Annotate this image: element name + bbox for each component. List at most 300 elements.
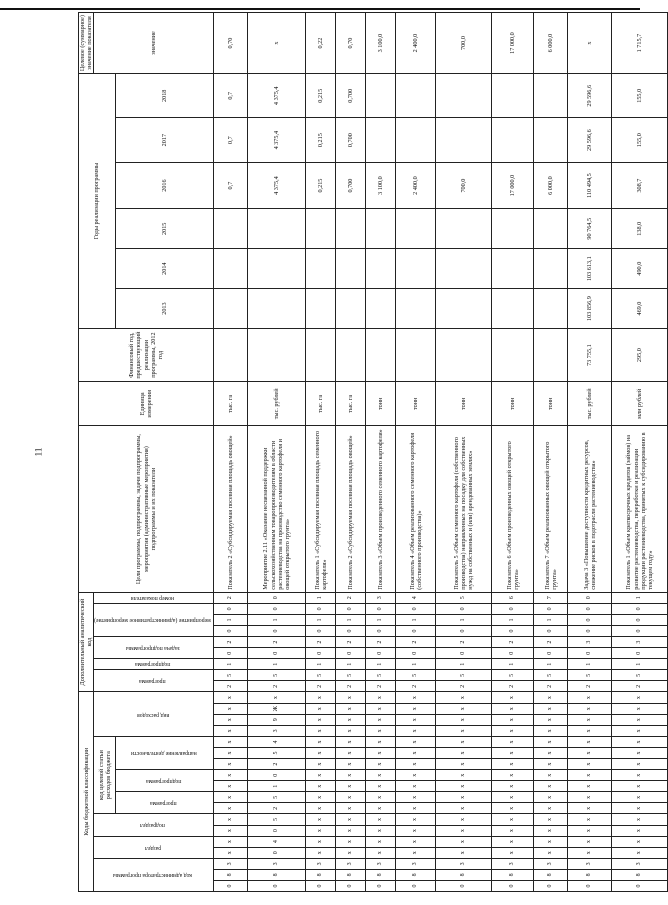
- year-value-cell: [436, 249, 492, 289]
- budget-code-cell: 5: [248, 814, 306, 825]
- unit-cell: тыс. рублей: [248, 382, 306, 426]
- budget-code-cell: 8: [436, 869, 492, 880]
- year-value-cell: 2 400,0: [396, 162, 436, 209]
- analytic-code-cell: 1: [214, 614, 248, 625]
- year-value-cell: [436, 209, 492, 249]
- goal-cell: Показатель 3 «Объем произведенного семенного картофеля»: [366, 426, 396, 592]
- year-value-cell: 155,0: [612, 74, 668, 118]
- year-value-cell: 4 375,4: [248, 118, 306, 162]
- budget-code-cell: x: [336, 714, 366, 725]
- analytic-code-cell: 5: [336, 670, 366, 681]
- analytic-code-cell: 0: [248, 625, 306, 636]
- budget-code-cell: x: [436, 803, 492, 814]
- year-value-cell: 3 100,0: [366, 162, 396, 209]
- table-row: [396, 13, 436, 892]
- year-value-cell: 103 613,1: [568, 249, 612, 289]
- budget-code-cell: x: [534, 703, 568, 714]
- budget-code-cell: x: [306, 847, 336, 858]
- budget-code-cell: x: [492, 825, 534, 836]
- year-value-cell: [366, 249, 396, 289]
- year-value-cell: [214, 209, 248, 249]
- budget-code-cell: x: [612, 736, 668, 747]
- analytic-code-cell: 2: [396, 681, 436, 692]
- subprogram-header: подпрограмма: [116, 770, 214, 792]
- fiscal-year-cell: [366, 329, 396, 382]
- table-row: [568, 13, 612, 892]
- analytic-code-cell: 0: [336, 648, 366, 659]
- goal-cell: Показатель 4 «Объем реализованного семенного картофеля (собственного производства)»: [396, 426, 436, 592]
- budget-codes-header: Коды бюджетной классификации: [79, 692, 94, 892]
- fiscal-year-cell: [248, 329, 306, 382]
- analytic-code-cell: 0: [214, 603, 248, 614]
- budget-code-cell: x: [612, 781, 668, 792]
- analytic-code-cell: 1: [396, 659, 436, 670]
- fiscal-year-cell: 295,0: [612, 329, 668, 382]
- year-value-cell: [248, 209, 306, 249]
- budget-code-cell: 9: [248, 714, 306, 725]
- budget-code-cell: x: [336, 770, 366, 781]
- fiscal-year-cell: [214, 329, 248, 382]
- budget-code-cell: 3: [214, 858, 248, 869]
- budget-code-cell: x: [612, 803, 668, 814]
- budget-code-cell: x: [436, 759, 492, 770]
- unit-cell: тыс. га: [336, 382, 366, 426]
- budget-code-cell: x: [436, 847, 492, 858]
- analytic-code-cell: 5: [214, 670, 248, 681]
- year-value-cell: 4 375,4: [248, 162, 306, 209]
- budget-code-cell: x: [396, 814, 436, 825]
- budget-code-cell: x: [436, 747, 492, 758]
- analytic-code-cell: 2: [534, 637, 568, 648]
- budget-code-cell: 8: [214, 869, 248, 880]
- budget-code-cell: 4: [248, 836, 306, 847]
- budget-code-cell: x: [436, 770, 492, 781]
- budget-code-cell: x: [366, 692, 396, 703]
- budget-code-cell: x: [568, 714, 612, 725]
- analytic-code-cell: 0: [306, 603, 336, 614]
- indicator-code-header: номер показателя: [94, 592, 214, 603]
- year-value-cell: [534, 249, 568, 289]
- budget-code-cell: x: [568, 792, 612, 803]
- budget-code-cell: x: [534, 792, 568, 803]
- budget-code-cell: x: [568, 814, 612, 825]
- fiscal-year-cell: [396, 329, 436, 382]
- analytic-code-cell: 5: [306, 670, 336, 681]
- year-value-cell: 138,0: [612, 209, 668, 249]
- budget-code-cell: 0: [436, 880, 492, 891]
- analytic-code-cell: 2: [306, 637, 336, 648]
- analytic-code-cell: 5: [436, 670, 492, 681]
- analytic-code-cell: 0: [336, 603, 366, 614]
- budget-code-cell: 2: [248, 759, 306, 770]
- event-code-header: мероприятие (административное мероприятие): [94, 603, 214, 636]
- year-value-cell: [396, 118, 436, 162]
- budget-code-cell: x: [612, 714, 668, 725]
- budget-code-cell: 3: [492, 858, 534, 869]
- budget-code-cell: x: [336, 814, 366, 825]
- budget-code-cell: x: [396, 836, 436, 847]
- year-value-cell: 0,700: [336, 162, 366, 209]
- budget-code-cell: x: [568, 836, 612, 847]
- analytic-code-cell: 2: [492, 681, 534, 692]
- target-value-cell: 0,70: [214, 13, 248, 74]
- budget-code-cell: x: [568, 759, 612, 770]
- budget-code-cell: x: [612, 770, 668, 781]
- budget-code-cell: x: [436, 736, 492, 747]
- analytic-code-cell: 0: [396, 625, 436, 636]
- fiscal-year-cell: [306, 329, 336, 382]
- budget-code-cell: x: [336, 747, 366, 758]
- analytic-code-cell: 7: [534, 592, 568, 603]
- year-value-cell: 90 764,5: [568, 209, 612, 249]
- budget-code-cell: 3: [568, 858, 612, 869]
- year-header: 2018: [116, 74, 214, 118]
- budget-code-cell: 1: [248, 781, 306, 792]
- analytic-code-cell: 5: [534, 670, 568, 681]
- budget-code-cell: x: [336, 736, 366, 747]
- budget-code-cell: 3: [248, 858, 306, 869]
- fiscal-year-cell: [336, 329, 366, 382]
- budget-code-cell: x: [366, 725, 396, 736]
- analytic-code-cell: 1: [534, 614, 568, 625]
- table-row: [248, 13, 306, 892]
- expense-type-header: вид расходов: [94, 692, 214, 736]
- year-value-cell: 469,0: [612, 289, 668, 329]
- year-value-cell: [396, 74, 436, 118]
- analytic-code-cell: 2: [366, 681, 396, 692]
- budget-code-cell: x: [436, 781, 492, 792]
- budget-code-cell: x: [366, 714, 396, 725]
- analytic-code-cell: 1: [366, 614, 396, 625]
- budget-code-cell: x: [492, 847, 534, 858]
- header-row-1: [79, 13, 94, 892]
- budget-code-cell: x: [534, 736, 568, 747]
- analytic-code-cell: 0: [534, 648, 568, 659]
- budget-code-cell: x: [306, 836, 336, 847]
- budget-code-cell: x: [612, 836, 668, 847]
- budget-code-cell: x: [366, 836, 396, 847]
- budget-code-cell: 0: [248, 770, 306, 781]
- budget-code-cell: 3: [612, 858, 668, 869]
- goal-cell: Показатель 5 «Объем семенного картофеля (собственного производства) направленных на посадку для собственных нужд на собственных и (или) арендованных землях»: [436, 426, 492, 592]
- budget-code-cell: 3: [306, 858, 336, 869]
- budget-code-cell: x: [612, 847, 668, 858]
- budget-code-cell: x: [336, 825, 366, 836]
- budget-code-cell: x: [492, 836, 534, 847]
- analytic-code-cell: 3: [568, 637, 612, 648]
- analytic-code-cell: 2: [436, 637, 492, 648]
- budget-code-cell: x: [492, 803, 534, 814]
- analytic-code-cell: 2: [336, 681, 366, 692]
- budget-code-cell: x: [492, 714, 534, 725]
- year-value-cell: [214, 289, 248, 329]
- year-value-cell: [436, 289, 492, 329]
- section-header: раздел: [94, 836, 214, 858]
- unit-header: Единица измерения: [79, 382, 214, 426]
- table-row: [214, 13, 248, 892]
- budget-code-cell: x: [534, 725, 568, 736]
- analytic-code-cell: 0: [568, 625, 612, 636]
- analytic-code-cell: 1: [248, 659, 306, 670]
- budget-code-cell: x: [214, 847, 248, 858]
- year-value-cell: [306, 209, 336, 249]
- budget-code-cell: x: [534, 759, 568, 770]
- task-code-header: задача подпрограммы: [94, 637, 214, 659]
- budget-code-cell: 0: [214, 880, 248, 891]
- budget-code-cell: x: [534, 747, 568, 758]
- budget-code-cell: x: [336, 847, 366, 858]
- analytic-code-cell: 2: [248, 637, 306, 648]
- fiscal-year-cell: [492, 329, 534, 382]
- budget-code-cell: x: [214, 714, 248, 725]
- year-value-cell: [492, 74, 534, 118]
- budget-code-cell: 8: [336, 869, 366, 880]
- goal-cell: Показатель 7 «Объем реализованных овощей открытого грунта»: [534, 426, 568, 592]
- analytic-code-cell: 0: [568, 614, 612, 625]
- budget-code-cell: x: [306, 703, 336, 714]
- analytic-code-cell: 0: [396, 603, 436, 614]
- table-header: [79, 13, 214, 892]
- year-value-cell: [534, 118, 568, 162]
- budget-code-cell: Ж: [248, 703, 306, 714]
- year-value-cell: 29 596,6: [568, 118, 612, 162]
- budget-code-cell: x: [396, 770, 436, 781]
- analytic-code-cell: 1: [612, 592, 668, 603]
- budget-code-cell: x: [396, 781, 436, 792]
- budget-code-cell: 0: [492, 880, 534, 891]
- budget-code-cell: x: [214, 803, 248, 814]
- budget-code-cell: 8: [612, 869, 668, 880]
- budget-code-cell: x: [492, 736, 534, 747]
- budget-code-cell: x: [366, 792, 396, 803]
- analytic-code-cell: 0: [366, 625, 396, 636]
- budget-code-cell: x: [568, 703, 612, 714]
- budget-code-cell: x: [336, 803, 366, 814]
- budget-code-cell: x: [396, 692, 436, 703]
- budget-code-cell: x: [306, 803, 336, 814]
- subsection-header: подраздел: [94, 814, 214, 836]
- analytic-code-cell: 0: [214, 648, 248, 659]
- program-indicators-table: [78, 12, 668, 892]
- budget-code-cell: 3: [534, 858, 568, 869]
- budget-code-cell: 8: [248, 869, 306, 880]
- table-row: [436, 13, 492, 892]
- budget-code-cell: x: [568, 747, 612, 758]
- budget-code-cell: x: [436, 725, 492, 736]
- year-value-cell: [534, 74, 568, 118]
- budget-code-cell: x: [612, 703, 668, 714]
- analytic-code-cell: 2: [366, 637, 396, 648]
- budget-code-cell: x: [534, 781, 568, 792]
- budget-code-cell: x: [396, 703, 436, 714]
- budget-code-cell: 3: [436, 858, 492, 869]
- year-value-cell: [534, 209, 568, 249]
- budget-code-cell: x: [306, 736, 336, 747]
- budget-code-cell: 0: [306, 880, 336, 891]
- target-value-cell: 17 000,0: [492, 13, 534, 74]
- budget-code-cell: x: [492, 814, 534, 825]
- analytic-code-cell: 2: [492, 637, 534, 648]
- target-value-cell: 2 400,0: [396, 13, 436, 74]
- budget-code-cell: 8: [568, 869, 612, 880]
- analytic-code-cell: 1: [436, 614, 492, 625]
- budget-code-cell: x: [306, 747, 336, 758]
- budget-code-cell: x: [492, 725, 534, 736]
- analytic-code-cell: 1: [336, 659, 366, 670]
- budget-code-cell: x: [336, 703, 366, 714]
- year-value-cell: [436, 118, 492, 162]
- year-value-cell: [492, 118, 534, 162]
- budget-code-cell: x: [492, 759, 534, 770]
- analytic-code-cell: 2: [214, 637, 248, 648]
- budget-code-cell: x: [492, 770, 534, 781]
- year-value-cell: 6 000,0: [534, 162, 568, 209]
- year-value-cell: 17 000,0: [492, 162, 534, 209]
- budget-code-cell: x: [568, 736, 612, 747]
- unit-cell: тыс. рублей: [568, 382, 612, 426]
- budget-code-cell: 3: [336, 858, 366, 869]
- year-value-cell: 0,215: [306, 118, 336, 162]
- budget-code-cell: 8: [396, 869, 436, 880]
- budget-code-cell: 0: [336, 880, 366, 891]
- year-value-cell: 0,7: [214, 74, 248, 118]
- budget-code-cell: x: [612, 725, 668, 736]
- budget-code-cell: 0: [248, 880, 306, 891]
- year-value-cell: 0,700: [336, 118, 366, 162]
- budget-code-cell: x: [366, 770, 396, 781]
- budget-code-cell: x: [366, 781, 396, 792]
- target-value-cell: 3 100,0: [366, 13, 396, 74]
- years-header: Годы реализации программы: [79, 74, 116, 329]
- budget-code-cell: x: [568, 847, 612, 858]
- budget-code-cell: 8: [492, 869, 534, 880]
- analytic-code-cell: 5: [366, 670, 396, 681]
- goal-cell: Показатель 2 «Субсидируемая посевная площадь овощей»: [336, 426, 366, 592]
- budget-code-cell: x: [568, 825, 612, 836]
- budget-code-cell: x: [336, 759, 366, 770]
- analytic-code-cell: 0: [612, 614, 668, 625]
- budget-code-cell: x: [336, 725, 366, 736]
- table-row: [336, 13, 366, 892]
- target-value-cell: x: [568, 13, 612, 74]
- year-value-cell: [396, 249, 436, 289]
- analytic-code-cell: 1: [306, 614, 336, 625]
- budget-code-cell: 0: [534, 880, 568, 891]
- budget-code-cell: 0: [396, 880, 436, 891]
- budget-code-cell: 0: [248, 847, 306, 858]
- analytic-code-cell: 1: [248, 614, 306, 625]
- budget-code-cell: 8: [366, 869, 396, 880]
- target-value-header: значение: [94, 13, 214, 74]
- analytic-code-cell: 0: [534, 625, 568, 636]
- table-body: [214, 13, 668, 892]
- analytic-code-cell: 0: [336, 625, 366, 636]
- budget-code-cell: 3: [248, 725, 306, 736]
- fiscal-year-cell: [436, 329, 492, 382]
- analytic-code-cell: 0: [492, 625, 534, 636]
- admin-header: код администратора программы: [94, 858, 214, 891]
- year-value-cell: 0,215: [306, 74, 336, 118]
- year-value-cell: 0,7: [214, 118, 248, 162]
- analytic-code-cell: 1: [396, 614, 436, 625]
- analytic-code-cell: 2: [568, 681, 612, 692]
- analytic-code-cell: 0: [366, 603, 396, 614]
- analytic-code-cell: 0: [248, 648, 306, 659]
- budget-code-cell: x: [336, 781, 366, 792]
- fiscal-year-cell: 73 755,1: [568, 329, 612, 382]
- fiscal-year-header: Финансовый год, предшествующий реализации программы, 2012 год: [79, 329, 214, 382]
- program-code-header: программа: [94, 670, 214, 692]
- budget-code-cell: x: [248, 692, 306, 703]
- year-value-cell: 155,0: [612, 118, 668, 162]
- analytic-code-cell: 0: [612, 625, 668, 636]
- subprogram-code-header: подпрограмма: [94, 659, 214, 670]
- budget-code-cell: x: [306, 792, 336, 803]
- budget-code-cell: x: [336, 836, 366, 847]
- analytic-code-cell: 0: [214, 625, 248, 636]
- budget-code-cell: x: [214, 747, 248, 758]
- activity-direction-header: направление деятельности: [116, 736, 214, 769]
- year-value-cell: [248, 249, 306, 289]
- budget-code-cell: x: [214, 759, 248, 770]
- table-row: [612, 13, 668, 892]
- budget-code-cell: 8: [306, 869, 336, 880]
- budget-code-cell: x: [366, 825, 396, 836]
- budget-code-cell: x: [396, 847, 436, 858]
- budget-code-cell: x: [612, 825, 668, 836]
- analytic-code-cell: 2: [214, 592, 248, 603]
- budget-code-cell: x: [214, 781, 248, 792]
- goal-cell: Показатель 6 «Объем произведенных овощей открытого грунта»: [492, 426, 534, 592]
- analytic-code-cell: 1: [306, 659, 336, 670]
- unit-cell: тонн: [492, 382, 534, 426]
- year-value-cell: 0,7: [214, 162, 248, 209]
- budget-code-cell: x: [214, 725, 248, 736]
- year-value-cell: 103 856,9: [568, 289, 612, 329]
- target-value-cell: 0,70: [336, 13, 366, 74]
- budget-code-cell: x: [534, 847, 568, 858]
- year-value-cell: [336, 289, 366, 329]
- budget-code-cell: 2: [248, 803, 306, 814]
- analytic-code-cell: 5: [396, 670, 436, 681]
- unit-cell: тыс. га: [306, 382, 336, 426]
- unit-cell: тыс. га: [214, 382, 248, 426]
- budget-code-cell: x: [366, 736, 396, 747]
- analytic-code-cell: 1: [306, 592, 336, 603]
- budget-code-cell: x: [396, 736, 436, 747]
- year-value-cell: [214, 249, 248, 289]
- budget-code-cell: x: [534, 714, 568, 725]
- table-row: [534, 13, 568, 892]
- analytic-code-cell: 1: [492, 614, 534, 625]
- analytic-code-cell: 0: [492, 603, 534, 614]
- analytic-code-cell: 4: [396, 592, 436, 603]
- analytic-code-cell: 1: [492, 659, 534, 670]
- budget-code-cell: x: [436, 692, 492, 703]
- year-value-cell: 0,700: [336, 74, 366, 118]
- year-header: 2014: [116, 249, 214, 289]
- budget-code-cell: x: [366, 703, 396, 714]
- year-value-cell: 490,0: [612, 249, 668, 289]
- budget-code-cell: x: [534, 836, 568, 847]
- analytic-code-cell: 2: [306, 681, 336, 692]
- analytic-code-cell: 5: [436, 592, 492, 603]
- target-article-header: код целевой статьи расходов бюджета: [94, 736, 116, 814]
- budget-code-cell: x: [568, 725, 612, 736]
- budget-code-cell: x: [492, 692, 534, 703]
- year-value-cell: [306, 289, 336, 329]
- unit-cell: тонн: [396, 382, 436, 426]
